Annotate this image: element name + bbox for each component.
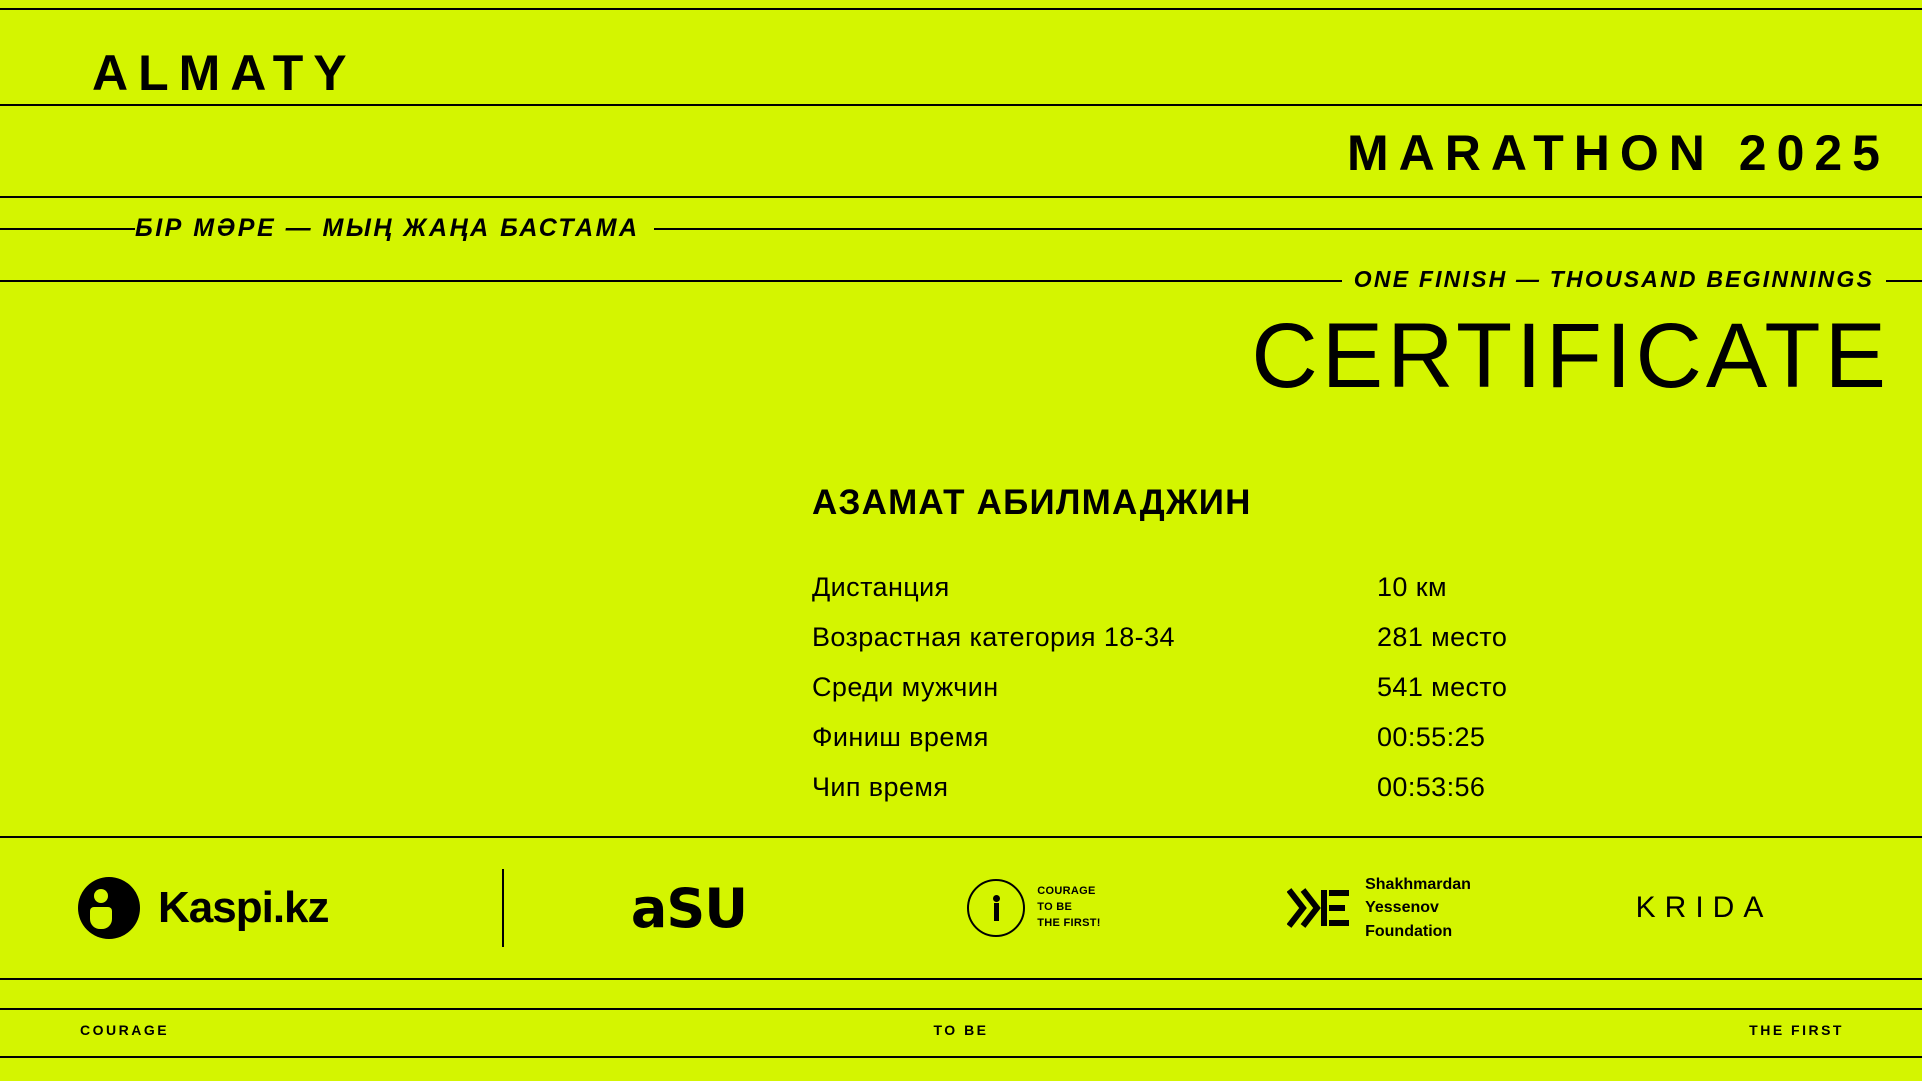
city-title: ALMATY [92, 45, 357, 101]
divider-line-3 [0, 196, 1922, 198]
participant-name: АЗАМАТ АБИЛМАДЖИН [812, 483, 1252, 522]
result-value: 00:53:56 [1377, 772, 1486, 802]
results-table [812, 572, 1642, 822]
result-value: 00:55:25 [1377, 722, 1486, 752]
result-label: Финиш время [812, 722, 989, 752]
sponsor-asu [564, 838, 814, 978]
courage-line-3: THE FIRST! [1037, 916, 1101, 929]
sponsor-shakhmardan-yessenov [1214, 838, 1544, 978]
table-row [812, 622, 1642, 672]
courage-figure-icon [990, 895, 1002, 921]
shakhmardan-line-2: Yessenov [1365, 899, 1439, 917]
sponsor-kaspi [0, 838, 430, 978]
divider-line-1 [0, 8, 1922, 10]
courage-line-2: TO BE [1037, 901, 1073, 914]
table-row [812, 772, 1642, 822]
courage-line-1: COURAGE [1037, 885, 1096, 898]
sponsor-krida [1574, 838, 1834, 978]
slogan-english: ONE FINISH — THOUSAND BEGINNINGS [1342, 268, 1886, 291]
result-label: Чип время [812, 772, 949, 802]
krida-label: KRIDA [1635, 891, 1773, 924]
result-label: Среди мужчин [812, 672, 999, 702]
result-value: 541 место [1377, 672, 1508, 702]
kaspi-logo [78, 877, 329, 939]
shakhmardan-logo [1287, 873, 1471, 943]
asu-label: aSU [630, 876, 748, 940]
shakhmardan-line-3: Foundation [1365, 922, 1453, 940]
sponsor-divider [502, 869, 504, 947]
table-row [812, 672, 1642, 722]
shakhmardan-mark-icon [1287, 886, 1351, 930]
divider-line-9 [0, 1056, 1922, 1058]
divider-line-2 [0, 104, 1922, 106]
footer-center-text: TO BE [933, 1022, 989, 1038]
divider-line-7 [0, 978, 1922, 980]
courage-label [1037, 884, 1101, 932]
page-title: CERTIFICATE [1251, 305, 1890, 407]
event-title: MARATHON 2025 [1346, 125, 1890, 181]
result-value: 10 км [1377, 572, 1447, 602]
kaspi-mark-icon [78, 877, 140, 939]
slogan-kazakh: БІР МӘРЕ — МЫҢ ЖАҢА БАСТАМА [135, 216, 654, 241]
footer [0, 1010, 1922, 1050]
result-label: Дистанция [812, 572, 950, 602]
courage-emblem-icon [967, 879, 1025, 937]
shakhmardan-label [1365, 873, 1471, 943]
footer-left-text: COURAGE [80, 1022, 170, 1038]
table-row [812, 722, 1642, 772]
courage-logo [967, 879, 1101, 937]
kaspi-label: Kaspi.kz [158, 883, 329, 932]
result-value: 281 место [1377, 622, 1508, 652]
footer-right-text: THE FIRST [1749, 1022, 1844, 1038]
table-row [812, 572, 1642, 622]
sponsor-courage-fund [884, 838, 1184, 978]
result-label: Возрастная категория 18-34 [812, 622, 1175, 652]
shakhmardan-line-1: Shakhmardan [1365, 876, 1471, 894]
sponsor-band [0, 838, 1922, 978]
